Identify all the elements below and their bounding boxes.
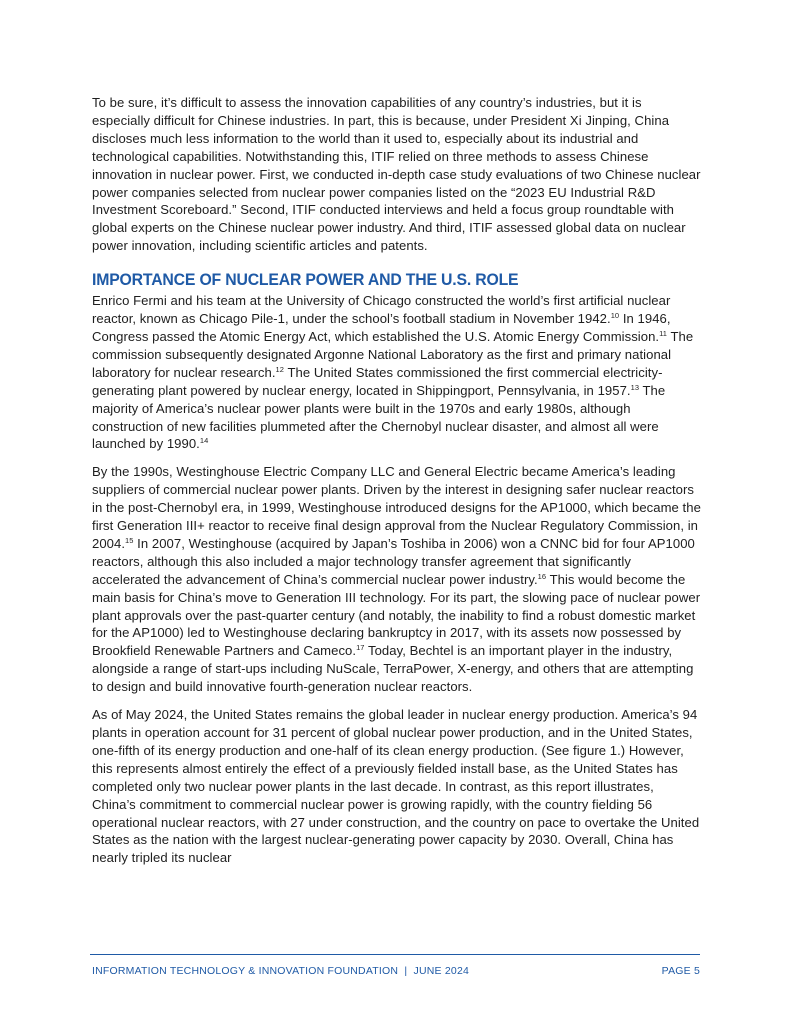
footnote-ref[interactable]: 16 [537,571,547,581]
page-footer [92,965,700,979]
footnote-ref[interactable]: 12 [275,364,284,374]
footnote-ref[interactable]: 10 [610,311,620,321]
document-body [92,94,701,877]
intro-paragraph: To be sure, it’s difficult to assess the innovation capabilities of any country’s industries, but it is especially difficult for Chinese industries. In part, this is because, under President Xi Jinping, China discloses much less information to the world than it used to, especially about its industrial and technological capabilities. Notwithstanding this, ITIF relied on three methods to assess Chinese innovation in nuclear power. First, we conducted in-depth case study evaluations of two Chinese nuclear power companies selected from nuclear power companies listed on the “2023 EU Industrial R&D Investment Scoreboard.” Second, ITIF conducted interviews and held a focus group roundtable with global experts on the Chinese nuclear power industry. And third, ITIF assessed global data on nuclear power innovation, including scientific articles and patents. [92,95,701,254]
section-heading: IMPORTANCE OF NUCLEAR POWER AND THE U.S. ROLE [92,270,519,290]
footnote-ref[interactable]: 13 [630,382,640,392]
westinghouse-paragraph: By the 1990s, Westinghouse Electric Company LLC and General Electric became America’s leading suppliers of commercial nuclear power plants. Driven by the interest in designing safer nuclear reactors in the post-Chernobyl era, in 1999, Westinghouse introduced designs for the AP1000, which became the first Generation III+ reactor to receive final design approval from the Nuclear Regulatory Commission, in 2004.15 In 2007, Westinghouse (acquired by Japan’s Toshiba in 2006) won a CNNC bid for four AP1000 reactors, although this also included a major technology transfer agreement that significantly accelerated the advancement of China’s commercial nuclear power industry.$^{16}$ This would become the main basis for China’s move to Generation III technology. For its part, the slowing pace of nuclear power plant approvals over the past-quarter century (and notably, the inability to find a robust domestic market for the AP1000) led to Westinghouse declaring bankruptcy in 2017, with its assets now possessed by Brookfield Renewable Partners and Cameco.$^{17}$ Today, Bechtel is an important player in the industry, alongside a range of start-ups including NuScale, TerraPower, X-energy, and others that are attempting to design and build innovative fourth-generation nuclear reactors. [92,464,701,695]
footnote-ref[interactable]: 14 [199,436,209,446]
footnote-ref[interactable]: 11 [659,328,668,338]
footer-org-date: INFORMATION TECHNOLOGY & INNOVATION FOUNDATION | JUNE 2024 [92,965,470,977]
footnote-ref[interactable]: 17 [356,643,365,653]
footnote-ref[interactable]: 15 [125,535,134,545]
footer-divider [90,954,700,955]
leadership-paragraph: As of May 2024, the United States remains the global leader in nuclear energy production. America’s 94 plants in operation account for 31 percent of global nuclear power production, and in the United States, one-fifth of its energy production and one-half of its clean energy production. (See figure 1.) However, this represents almost entirely the effect of a previously fielded install base, as the United States has completed only two nuclear power plants in the last decade. In contrast, as this report illustrates, China’s commitment to commercial nuclear power is growing rapidly, with the country fielding 56 operational nuclear reactors, with 27 under construction, and the country on pace to overtake the United States as the nation with the largest nuclear-generating power capacity by 2030. Overall, China has nearly tripled its nuclear [92,707,700,866]
footer-page-number: PAGE 5 [661,965,700,977]
history-paragraph: Enrico Fermi and his team at the University of Chicago constructed the world’s first artificial nuclear reactor, known as Chicago Pile-1, under the school’s football stadium in November 1942.10 In 1946, Congress passed the Atomic Energy Act, which established the U.S. Atomic Energy Commission.$^{11}$ The commission subsequently designated Argonne National Laboratory as the first and primary national laboratory for nuclear research.$^{12}$ The United States commissioned the first commercial electricity-generating plant powered by nuclear energy, located in Shippingport, Pennsylvania, in 1957.13 The majority of America’s nuclear power plants were built in the 1970s and early 1980s, although construction of new facilities plummeted after the Chernobyl nuclear disaster, and almost all were launched by 1990.14 [92,293,694,452]
